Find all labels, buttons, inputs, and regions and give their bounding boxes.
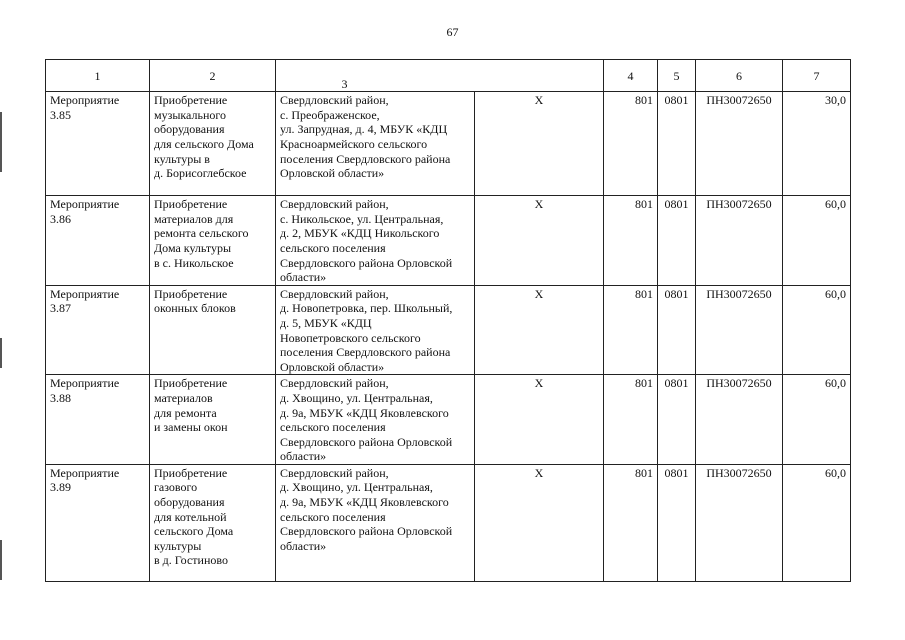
event-cell: Мероприятие 3.88 [46, 375, 150, 465]
budget-table [45, 59, 851, 582]
header-col-4: 4 [604, 60, 658, 92]
col4-cell: 801 [604, 196, 658, 286]
col3-cell: Х [475, 375, 604, 465]
col3-cell: Х [475, 464, 604, 581]
col6-cell: ПН30072650 [696, 375, 783, 465]
col5-cell: 0801 [658, 196, 696, 286]
event-cell: Мероприятие 3.85 [46, 92, 150, 196]
description-cell: Приобретение материалов для ремонта сельского Дома культуры в с. Никольское [150, 196, 276, 286]
header-col-1: 1 [46, 60, 150, 92]
col7-cell: 60,0 [783, 285, 851, 375]
col3-cell: Х [475, 196, 604, 286]
table-row [46, 92, 851, 196]
event-cell: Мероприятие 3.87 [46, 285, 150, 375]
page-number: 67 [446, 25, 459, 39]
col6-cell: ПН30072650 [696, 196, 783, 286]
col4-cell: 801 [604, 464, 658, 581]
header-col-3 [276, 60, 604, 92]
header-col-7: 7 [783, 60, 851, 92]
header-col-2: 2 [150, 60, 276, 92]
description-cell: Приобретение оконных блоков [150, 285, 276, 375]
col3-cell: Х [475, 92, 604, 196]
table-row [46, 285, 851, 375]
address-cell: Свердловский район, д. Хвощино, ул. Центральная, д. 9а, МБУК «КДЦ Яковлевского сельского поселения Свердловского района Орловской области» [276, 375, 475, 465]
col7-cell: 60,0 [783, 196, 851, 286]
col5-cell: 0801 [658, 92, 696, 196]
scan-edge-mark [0, 540, 2, 580]
col6-cell: ПН30072650 [696, 285, 783, 375]
address-cell: Свердловский район, с. Никольское, ул. Центральная, д. 2, МБУК «КДЦ Никольского сельского поселения Свердловского района Орловской области» [276, 196, 475, 286]
col7-cell: 60,0 [783, 375, 851, 465]
table-row [46, 375, 851, 465]
header-col-3-label: 3 [341, 76, 348, 91]
scan-edge-mark [0, 338, 2, 368]
col5-cell: 0801 [658, 464, 696, 581]
event-cell: Мероприятие 3.86 [46, 196, 150, 286]
scan-edge-mark [0, 112, 2, 172]
address-cell: Свердловский район, с. Преображенское, ул. Запрудная, д. 4, МБУК «КДЦ Красноармейского сельского поселения Свердловского района Орловской области» [276, 92, 475, 196]
col6-cell: ПН30072650 [696, 464, 783, 581]
address-cell: Свердловский район, д. Новопетровка, пер. Школьный, д. 5, МБУК «КДЦ Новопетровского сельского поселения Свердловского района Орловской области» [276, 285, 475, 375]
col4-cell: 801 [604, 92, 658, 196]
address-cell: Свердловский район, д. Хвощино, ул. Центральная, д. 9а, МБУК «КДЦ Яковлевского сельского поселения Свердловского района Орловской области» [276, 464, 475, 581]
col4-cell: 801 [604, 375, 658, 465]
event-cell: Мероприятие 3.89 [46, 464, 150, 581]
description-cell: Приобретение музыкального оборудования для сельского Дома культуры в д. Борисоглебское [150, 92, 276, 196]
col4-cell: 801 [604, 285, 658, 375]
description-cell: Приобретение газового оборудования для котельной сельского Дома культуры в д. Гостиново [150, 464, 276, 581]
header-col-5: 5 [658, 60, 696, 92]
col6-cell: ПН30072650 [696, 92, 783, 196]
col7-cell: 30,0 [783, 92, 851, 196]
header-row [46, 60, 851, 92]
header-col-6: 6 [696, 60, 783, 92]
col7-cell: 60,0 [783, 464, 851, 581]
col5-cell: 0801 [658, 375, 696, 465]
description-cell: Приобретение материалов для ремонта и замены окон [150, 375, 276, 465]
table-row [46, 464, 851, 581]
col5-cell: 0801 [658, 285, 696, 375]
col3-cell: Х [475, 285, 604, 375]
table-row [46, 196, 851, 286]
